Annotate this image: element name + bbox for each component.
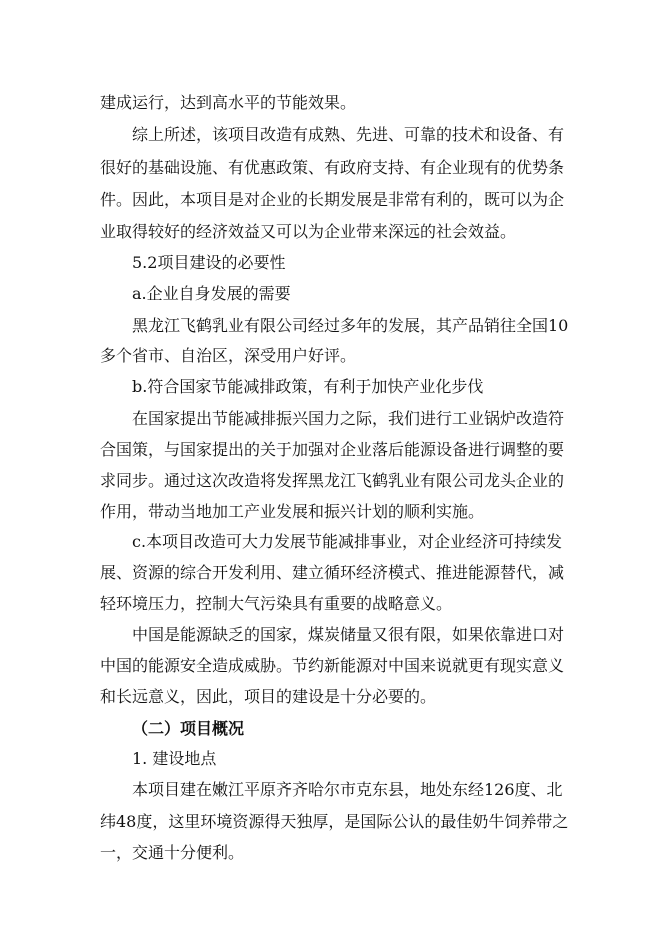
text-line: 综上所述，该项目改造有成熟、先进、可靠的技术和设备、有 bbox=[132, 125, 565, 144]
section-heading: 5.2项目建设的必要性 bbox=[132, 253, 286, 272]
text-line: 黑龙江飞鹤乳业有限公司经过多年的发展，其产品销往全国10 bbox=[132, 316, 569, 335]
text-line: 合国策，与国家提出的关于加强对企业落后能源设备进行调整的要 bbox=[100, 440, 565, 459]
text-line: 中国的能源安全造成威胁。节约新能源对中国来说就更有现实意义 bbox=[100, 656, 565, 675]
text-line: 多个省市、自治区，深受用户好评。 bbox=[100, 346, 357, 365]
text-line: 轻环境压力，控制大气污染具有重要的战略意义。 bbox=[100, 594, 453, 613]
subheading: b.符合国家节能减排政策，有利于加快产业化步伐 bbox=[132, 377, 484, 396]
text-line: 在国家提出节能减排振兴国力之际，我们进行工业锅炉改造符 bbox=[132, 409, 565, 428]
text-line: 很好的基础设施、有优惠政策、有政府支持、有企业现有的优势条 bbox=[100, 158, 565, 177]
text-line: 件。因此，本项目是对企业的长期发展是非常有利的，既可以为企 bbox=[100, 190, 565, 209]
text-line: 和长远意义，因此，项目的建设是十分必要的。 bbox=[100, 687, 437, 706]
text-line: 作用，带动当地加工产业发展和振兴计划的顺利实施。 bbox=[100, 502, 485, 521]
text-line: 中国是能源缺乏的国家，煤炭储量又很有限，如果依靠进口对 bbox=[132, 625, 565, 644]
text-line: 展、资源的综合开发利用、建立循环经济模式、推进能源替代，减 bbox=[100, 563, 565, 582]
text-line: c.本项目改造可大力发展节能减排事业，对企业经济可持续发 bbox=[132, 532, 563, 551]
section-heading: （二）项目概况 bbox=[132, 719, 245, 738]
text-line: 求同步。通过这次改造将发挥黑龙江飞鹤乳业有限公司龙头企业的 bbox=[100, 471, 565, 490]
text-line: 纬48度，这里环境资源得天独厚，是国际公认的最佳奶牛饲养带之 bbox=[100, 812, 569, 831]
text-line: 一，交通十分便利。 bbox=[100, 843, 245, 862]
text-line: 本项目建在嫩江平原齐齐哈尔市克东县，地处东经126度、北 bbox=[132, 780, 563, 799]
text-line: 建成运行，达到高水平的节能效果。 bbox=[100, 93, 357, 112]
text-line: 业取得较好的经济效益又可以为企业带来深远的社会效益。 bbox=[100, 222, 517, 241]
subheading: a.企业自身发展的需要 bbox=[132, 284, 291, 303]
subheading: 1. 建设地点 bbox=[132, 749, 217, 768]
